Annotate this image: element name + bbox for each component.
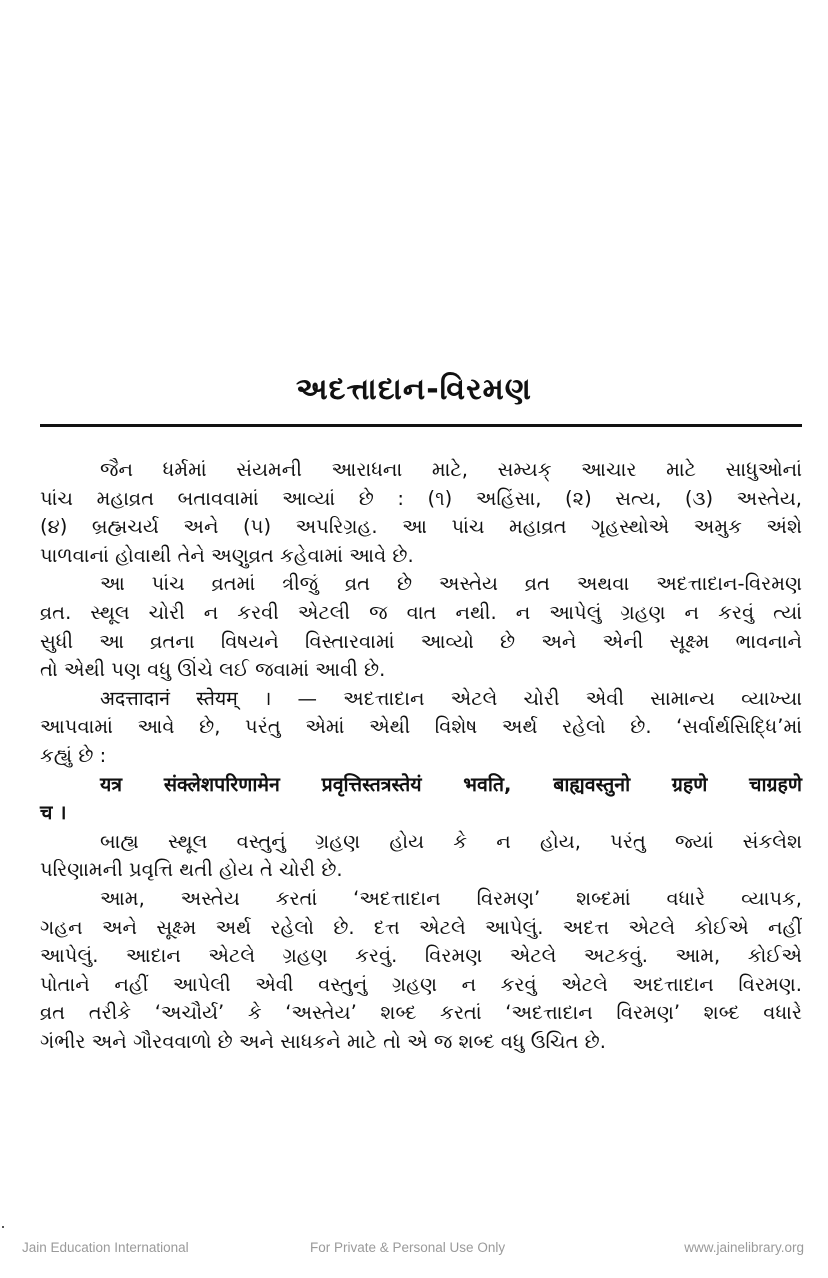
text-line: ગહન અને સૂક્ષ્મ અર્થ રહેલો છે. દત્ત એટલે આપેલું. અદત્ત એટલે કોઈએ નહીં <box>40 915 802 939</box>
text-line: આમ, અસ્તેય કરતાં ‘અદત્તાદાન વિરમણ’ શબ્દમાં વધારે વ્યાપક, <box>100 886 802 910</box>
footer-publisher: Jain Education International <box>22 1240 189 1255</box>
sanskrit-quote <box>40 771 802 828</box>
text-line: च । <box>40 801 67 825</box>
paragraph <box>40 456 802 570</box>
text-line: (૪) બ્રહ્મચર્ય અને (૫) અપરિગ્રહ. આ પાંચ મહાવ્રત ગૃહસ્થોએ અમુક અંશે <box>40 515 802 539</box>
text-line: આ પાંચ વ્રતમાં ત્રીજું વ્રત છે અસ્તેય વ્રત અથવા અદત્તાદાન-વિરમણ <box>100 572 802 596</box>
footer <box>0 1240 828 1260</box>
text-line: સુધી આ વ્રતના વિષયને વિસ્તારવામાં આવ્યો છે અને એની સૂક્ષ્મ ભાવનાને <box>40 629 802 653</box>
text-line: બાહ્ય સ્થૂલ વસ્તુનું ગ્રહણ હોય કે ન હોય, પરંતુ જ્યાં સંકલેશ <box>100 829 802 853</box>
title-underline <box>40 424 802 427</box>
text-line: વ્રત તરીકે ‘અચૌર્ય’ કે ‘અસ્તેય’ શબ્દ કરતાં ‘અદત્તાદાન વિરમણ’ શબ્દ વધારે <box>40 1001 802 1025</box>
paragraph <box>40 828 802 885</box>
paragraph <box>40 885 802 1057</box>
scan-speck <box>2 1226 4 1228</box>
text-line: કહ્યું છે : <box>40 743 107 767</box>
footer-usage-note: For Private & Personal Use Only <box>310 1240 506 1255</box>
paragraph <box>40 570 802 684</box>
text-line: ગંભીર અને ગૌરવવાળો છે અને સાધકને માટે તો એ જ શબ્દ વધુ ઉચિત છે. <box>40 1029 606 1053</box>
text-line: આપવામાં આવે છે, પરંતુ એમાં એથી વિશેષ અર્થ રહેલો છે. ‘સર્વાર્થસિદ્ધિ’માં <box>40 715 802 739</box>
text-line: પોતાને નહીં આપેલી એવી વસ્તુનું ગ્રહણ ન કરવું એટલે અદત્તાદાન વિરમણ. <box>40 972 802 996</box>
paragraph <box>40 685 802 771</box>
text-line: अदत्तादानं स्तेयम् । — અદત્તાદાન એટલે ચોરી એવી સામાન્ય વ્યાખ્યા <box>100 686 802 710</box>
text-line: આપેલું. આદાન એટલે ગ્રહણ કરવું. વિરમણ એટલે અટકવું. આમ, કોઈએ <box>40 944 802 968</box>
text-line: તો એથી પણ વધુ ઊંચે લઈ જવામાં આવી છે. <box>40 658 386 682</box>
chapter-title: અદત્તાદાન-વિરમણ <box>296 372 532 407</box>
text-line: જૈન ધર્મમાં સંયમની આરાધના માટે, સમ્યક્ આચાર માટે સાધુઓનાં <box>100 458 802 481</box>
footer-website-link[interactable]: www.jainelibrary.org <box>684 1240 804 1255</box>
text-line: પાળવાનાં હોવાથી તેને અણુવ્રત કહેવામાં આવે છે. <box>40 543 414 567</box>
text-line: પાંચ મહાવ્રત બતાવવામાં આવ્યાં છે : (૧) અહિંસા, (૨) સત્ય, (૩) અસ્તેય, <box>40 486 802 510</box>
body-text <box>40 456 802 1056</box>
text-line: પરિણામની પ્રવૃત્તિ થતી હોય તે ચોરી છે. <box>40 858 343 882</box>
text-line: વ્રત. સ્થૂલ ચોરી ન કરવી એટલી જ વાત નથી. ન આપેલું ગ્રહણ ન કરવું ત્યાં <box>40 600 802 624</box>
text-line: यत्र संक्लेशपरिणामेन प्रवृत्तिस्तत्रस्तेयं भवति, बाह्यवस्तुनो ग्रहणे चाग्रहणे <box>100 772 802 796</box>
